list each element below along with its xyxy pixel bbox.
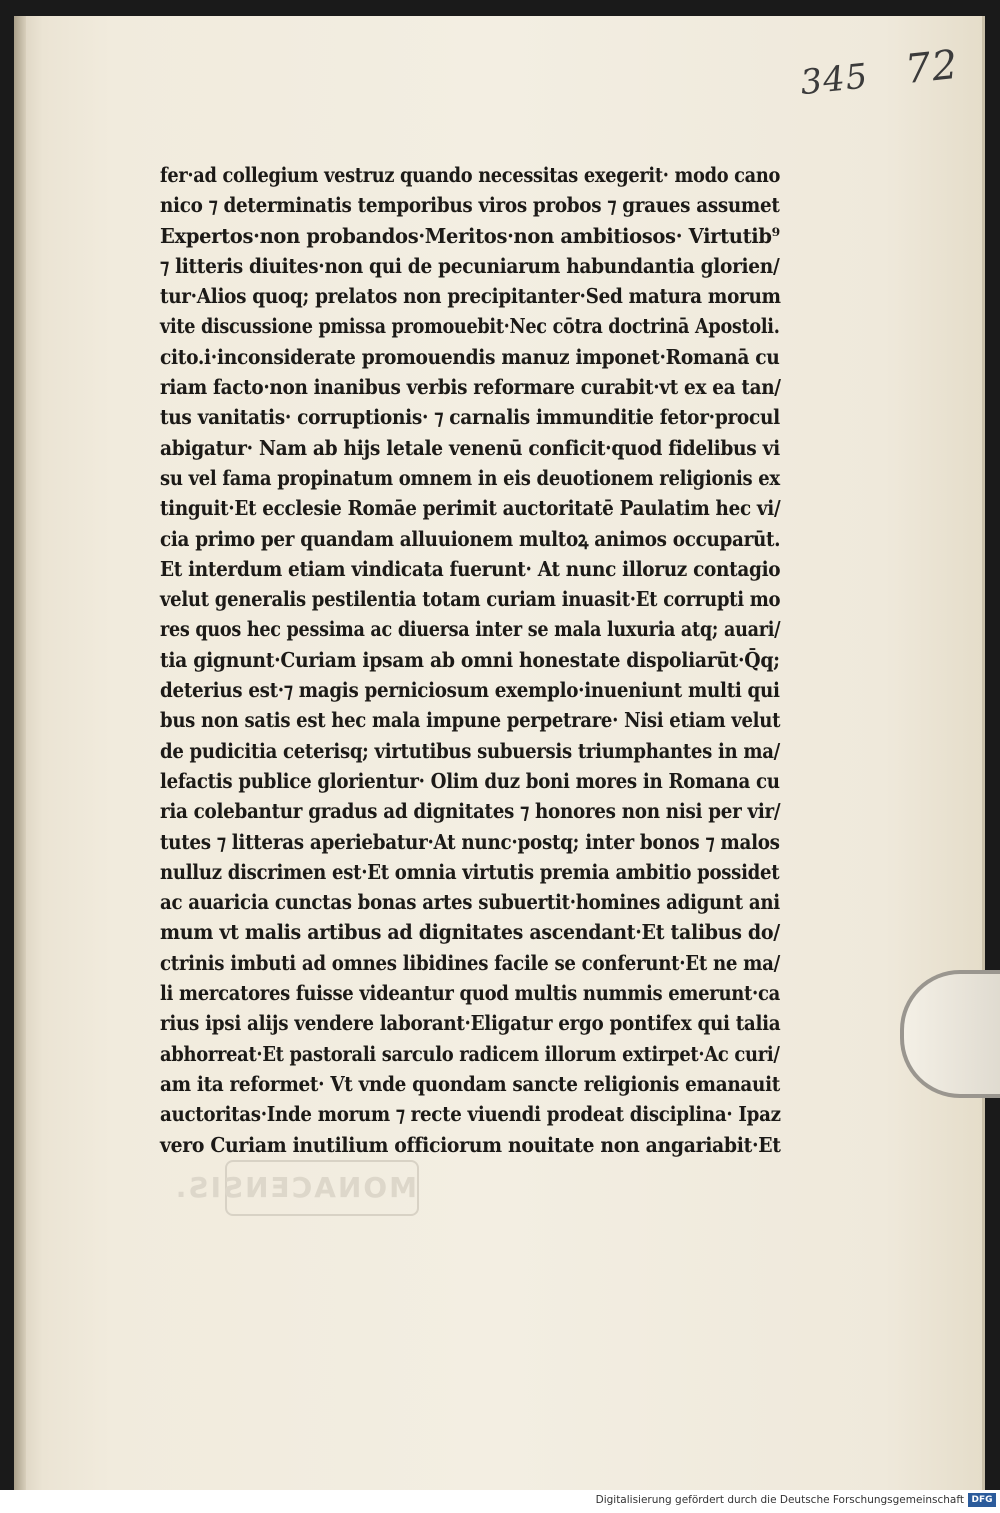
text-line: tinguit·Et ecclesie Romāe perimit auctoritatē Paulatim hec vi/	[160, 496, 781, 521]
text-line: tutes ⁊ litteras aperiebatur·At nunc·postq; inter bonos ⁊ malos	[160, 829, 780, 854]
text-line: cia primo per quandam alluuionem multoꝝ animos occuparūt.	[160, 526, 781, 551]
text-line: bus non satis est hec mala impune perpetrare· Nisi etiam velut	[160, 708, 781, 733]
text-line: am ita reformet· Vt vnde quondam sancte religionis emanauit	[160, 1071, 781, 1096]
text-line: abigatur· Nam ab hijs letale venenū conficit·quod fidelibus vi	[160, 435, 780, 460]
folio-number-primary: 345	[798, 56, 871, 104]
text-line: Et interdum etiam vindicata fuerunt· At nunc illoruz contagio	[160, 556, 781, 581]
text-line: li mercatores fuisse videantur quod multis nummis emerunt·ca	[160, 981, 780, 1006]
library-stamp: MONACENSIS.	[225, 1160, 419, 1216]
text-line: ria colebantur gradus ad dignitates ⁊ honores non nisi per vir/	[160, 799, 781, 824]
text-line: vero Curiam inutilium officiorum nouitate non angariabit·Et	[160, 1132, 781, 1157]
text-line: vite discussione pmissa promouebit·Nec cōtra doctrinā Apostoli.	[160, 314, 780, 339]
text-line: deterius est·⁊ magis perniciosum exemplo·inueniunt multi qui	[160, 678, 780, 703]
text-line: abhorreat·Et pastorali sarculo radicem illorum extirpet·Ac curi/	[160, 1041, 780, 1066]
text-line: res quos hec pessima ac diuersa inter se mala luxuria atq; auari/	[160, 617, 781, 642]
text-line: mum vt malis artibus ad dignitates ascendant·Et talibus do/	[160, 920, 780, 945]
text-line: fer·ad collegium vestruz quando necessitas exegerit· modo cano	[160, 163, 781, 187]
text-line: ac auaricia cunctas bonas artes subuertit·homines adigunt ani	[160, 890, 780, 915]
text-line: tia gignunt·Curiam ipsam ab omni honestate dispoliarūt·Q̄q;	[160, 647, 780, 672]
text-line: nulluz discrimen est·Et omnia virtutis premia ambitio possidet	[160, 859, 780, 884]
dfg-logo-icon: DFG	[968, 1493, 996, 1507]
text-line: rius ipsi alijs vendere laborant·Eligatur ergo pontifex qui talia	[160, 1011, 781, 1036]
text-line: nico ⁊ determinatis temporibus viros probos ⁊ graues assumet	[160, 193, 780, 218]
text-line: velut generalis pestilentia totam curiam inuasit·Et corrupti mo	[160, 587, 781, 612]
text-line: su vel fama propinatum omnem in eis deuotionem religionis ex	[160, 465, 780, 490]
text-line: tus vanitatis· corruptionis· ⁊ carnalis immunditie fetor·procul	[160, 405, 780, 430]
text-line: Expertos·non probandos·Meritos·non ambitiosos· Virtutib⁹	[160, 223, 780, 248]
text-line: ctrinis imbuti ad omnes libidines facile se conferunt·Et ne ma/	[160, 950, 780, 975]
text-line: ⁊ litteris diuites·non qui de pecuniarum habundantia glorien/	[160, 253, 780, 278]
text-line: lefactis publice glorientur· Olim duz boni mores in Romana cu	[160, 768, 780, 793]
folio-number-secondary: 72	[903, 41, 961, 94]
main-text-block	[160, 160, 780, 1160]
footer-credit: Digitalisierung gefördert durch die Deutsche Forschungsgemeinschaft	[595, 1494, 964, 1506]
text-line: tur·Alios quoq; prelatos non precipitanter·Sed matura morum	[160, 284, 781, 309]
text-line: auctoritas·Inde morum ⁊ recte viuendi prodeat disciplina· Ipaz	[160, 1102, 781, 1127]
text-line: de pudicitia ceterisq; virtutibus subuersis triumphantes in ma/	[160, 738, 780, 763]
text-line: riam facto·non inanibus verbis reformare curabit·vt ex ea tan/	[160, 375, 781, 400]
footer-bar	[0, 1490, 1000, 1513]
text-line: cito.i·inconsiderate promouendis manuz imponet·Romanā cu	[160, 344, 780, 369]
